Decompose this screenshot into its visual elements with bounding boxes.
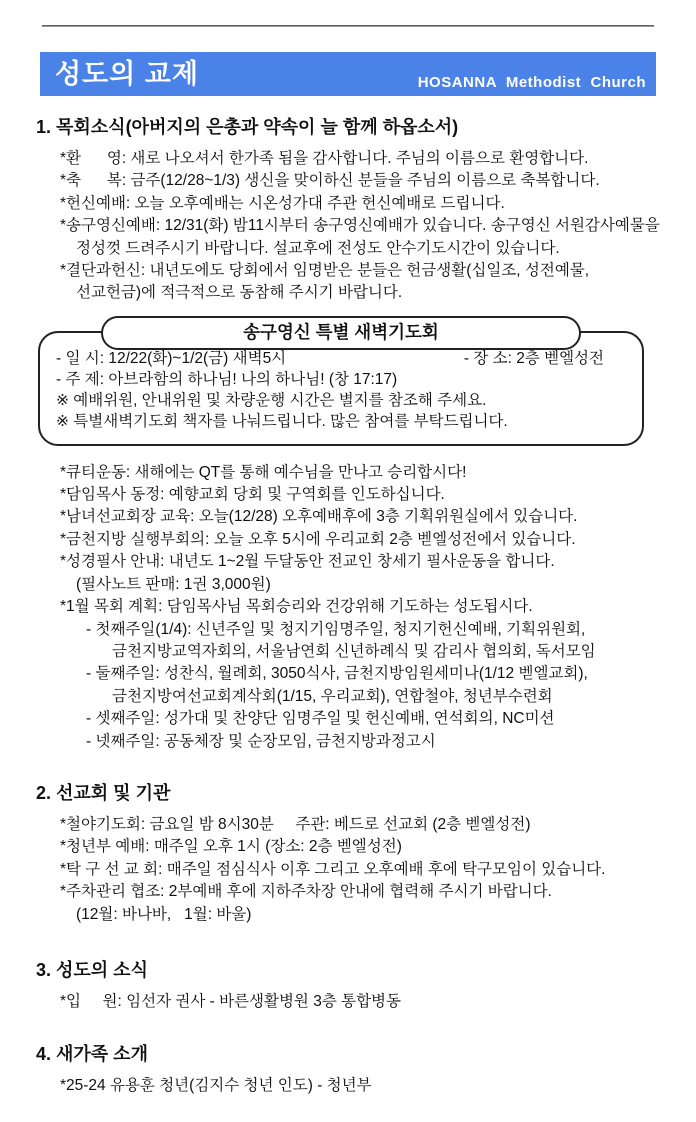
bulletin-line: *탁 구 선 교 회: 매주일 점심식사 이후 그리고 오후예배 후에 탁구모임이 있습니다.	[60, 860, 606, 878]
bulletin-line: 금천지방여선교회계삭회(1/15, 우리교회), 연합철야, 청년부수련회	[112, 687, 553, 705]
bulletin-line: - 첫째주일(1/4): 신년주일 및 청지기임명주일, 청지기헌신예배, 기획위원회,	[86, 620, 586, 638]
section-missions	[0, 779, 696, 926]
section-heading: 2. 선교회 및 기관	[36, 782, 171, 803]
header-banner	[40, 52, 656, 96]
bulletin-line: *큐티운동: 새해에는 QT를 통해 예수님을 만나고 승리합시다!	[60, 463, 467, 481]
bulletin-line: - 셋째주일: 성가대 및 찬양단 임명주일 및 헌신예배, 연석회의, NC미션	[86, 710, 555, 728]
section-new-family	[0, 1040, 696, 1097]
bulletin-line: *입 원: 임선자 권사 - 바른생활병원 3층 통합병동	[60, 992, 402, 1010]
top-divider	[42, 25, 654, 27]
bulletin-line: 정성껏 드려주시기 바랍니다. 설교후에 전성도 안수기도시간이 있습니다.	[76, 239, 560, 257]
bulletin-line: (필사노트 판매: 1권 3,000원)	[76, 575, 271, 593]
bulletin-line: *청년부 예배: 매주일 오후 1시 (장소: 2층 벧엘성전)	[60, 838, 402, 856]
section-heading: 1. 목회소식(아버지의 은총과 약속이 늘 함께 하옵소서)	[36, 117, 459, 137]
bulletin-line: *헌신예배: 오늘 오후예배는 시온성가대 주관 헌신예배로 드립니다.	[60, 194, 505, 212]
bulletin-line: *성경필사 안내: 내년도 1~2월 두달동안 전교인 창세기 필사운동을 합니다.	[60, 553, 555, 571]
bulletin-line: *남녀선교회장 교육: 오늘(12/28) 오후예배후에 3층 기획위원실에서 있습니다.	[60, 508, 578, 526]
section-pastoral-news	[0, 113, 696, 753]
page-title: 성도의 교제	[55, 59, 199, 89]
notice-box-theme: - 주 제: 아브라함의 하나님! 나의 하나님! (창 17:17)	[56, 371, 398, 389]
notice-box-row	[56, 348, 628, 369]
bulletin-line: - 둘째주일: 성찬식, 월례회, 3050식사, 금천지방임원세미나(1/12 벧엘교회),	[86, 665, 588, 683]
church-name: HOSANNA Methodist Church	[417, 74, 646, 91]
bulletin-line: *담임목사 동정: 예향교회 당회 및 구역회를 인도하십니다.	[60, 486, 445, 504]
bulletin-line: *철야기도회: 금요일 밤 8시30분 주관: 베드로 선교회 (2층 벧엘성전)	[60, 815, 531, 833]
bulletin-line: *금천지방 실행부회의: 오늘 오후 5시에 우리교회 2층 벧엘성전에서 있습니다.	[60, 530, 576, 548]
notice-box-note: ※ 특별새벽기도회 책자를 나눠드립니다. 많은 참여를 부탁드립니다.	[56, 413, 508, 431]
notice-box-note: ※ 예배위원, 안내위원 및 차량운행 시간은 별지를 참조해 주세요.	[56, 392, 487, 410]
bulletin-line: *환 영: 새로 나오셔서 한가족 됨을 감사합니다. 주님의 이름으로 환영합니다.	[60, 150, 589, 167]
special-dawn-prayer-box	[38, 321, 644, 446]
bulletin-line: *1월 목회 계획: 담임목사님 목회승리와 건강위해 기도하는 성도됩시다.	[60, 598, 533, 616]
bulletin-line: *축 복: 금주(12/28~1/3) 생신을 맞이하신 분들을 주님의 이름으로 축복합니다.	[60, 172, 600, 190]
bulletin-line: *결단과헌신: 내년도에도 당회에서 임명받은 분들은 헌금생활(십일조, 성전예물,	[60, 262, 590, 280]
bulletin-line: *송구영신예배: 12/31(화) 밤11시부터 송구영신예배가 있습니다. 송구영신 서원감사예물을	[60, 217, 660, 235]
bulletin-line: 금천지방교역자회의, 서울남연회 신년하례식 및 감리사 협의회, 독서모임	[112, 642, 596, 660]
bulletin-line: - 넷째주일: 공동체장 및 순장모임, 금천지방과정고시	[86, 732, 436, 750]
notice-box-title: 송구영신 특별 새벽기도회	[101, 316, 581, 350]
notice-box-place: - 장 소: 2층 벧엘성전	[463, 349, 604, 367]
bulletin-line: (12월: 바나바, 1월: 바울)	[76, 905, 252, 923]
notice-box-datetime: - 일 시: 12/22(화)~1/2(금) 새벽5시	[56, 349, 287, 367]
bulletin-page	[0, 25, 696, 1122]
section-member-news	[0, 956, 696, 1013]
section-heading: 3. 성도의 소식	[36, 959, 148, 980]
section-heading: 4. 새가족 소개	[36, 1044, 148, 1065]
bulletin-line: *주차관리 협조: 2부예배 후에 지하주차장 안내에 협력해 주시기 바랍니다.	[60, 883, 552, 901]
bulletin-line: *25-24 유용훈 청년(김지수 청년 인도) - 청년부	[60, 1077, 372, 1095]
bulletin-line: 선교헌금)에 적극적으로 동참해 주시기 바랍니다.	[76, 284, 403, 302]
